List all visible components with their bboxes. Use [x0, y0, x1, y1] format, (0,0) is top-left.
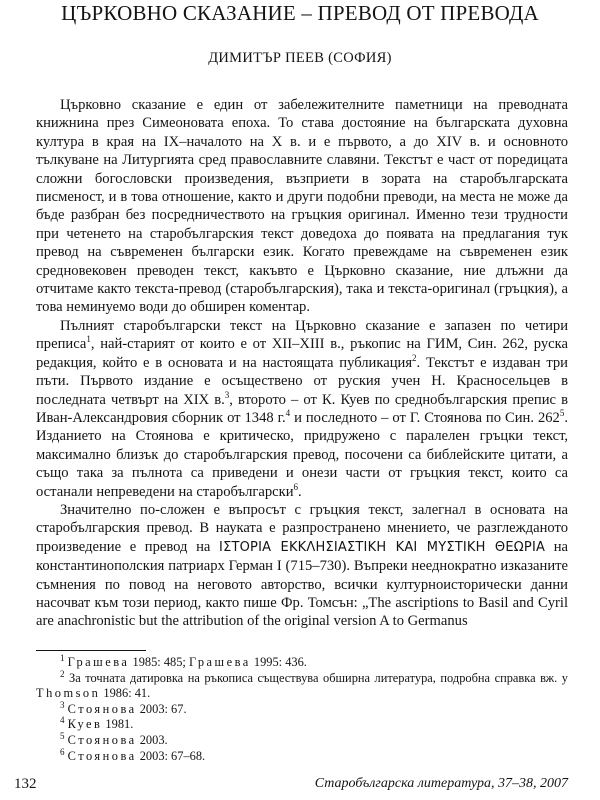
footnote-text: 1986: 41. [100, 686, 151, 701]
footnote-text: 1985: 485; [129, 655, 189, 669]
article-author: ДИМИТЪР ПЕЕВ (СОФИЯ) [208, 50, 392, 66]
paragraph-2-text-a: Пълният старобългарски текст на Църковно сказание е запазен по четири преписа [36, 317, 568, 353]
paragraph-3-text-b: на константинополския патриарх Герман I (715–730). Въпреки нееднократно изказаните съмнения по повод на неговото авторство, всички културноисторически данни насочват към този период, както пише Фр. Томсън: „The ascriptions to Basil and Cyril are anachronistic but the attribution of the original version A to Germanus [36, 538, 569, 630]
footnote-author: Стоянова [67, 732, 137, 747]
footnote-mark: 6 [60, 746, 65, 757]
running-title: Старобългарска литература, 37–38, 2007 [314, 776, 568, 791]
footnote-ref-6[interactable]: 6 [293, 481, 299, 492]
footnote-2 [36, 668, 568, 702]
footnote-author: Стоянова [67, 748, 137, 763]
footnote-divider [36, 650, 146, 651]
paragraph-2-text-f: . Изданието на Стоянова е критическо, придружено с паралелен гръцки текст, максимално близък до старобългарския превод, посочени са библейските цитати, а също така за пълнота са приведени и онези части от гръцкия текст, които са останали непреведени на старобългарски [36, 409, 569, 500]
footnote-author: Куев [67, 717, 103, 732]
paragraph-2 [36, 317, 568, 501]
footnote-text: 1995: 436. [250, 655, 307, 669]
footnote-4 [36, 717, 568, 733]
footnote-mark: 1 [60, 652, 65, 663]
footnote-ref-5[interactable]: 5 [559, 408, 565, 419]
footnote-text: 2003. [136, 732, 168, 747]
greek-title: ΙΣΤΟΡΙΑ ΕΚΚΛΗΣΙΑΣΤΙΚΗ ΚΑΙ ΜΥΣΤΙΚΗ ΘΕΩΡΙΑ [219, 539, 546, 555]
page-number: 132 [14, 776, 37, 792]
article-title: ЦЪРКОВНО СКАЗАНИЕ – ПРЕВОД ОТ ПРЕВОДА [61, 1, 539, 25]
footnote-6 [36, 746, 568, 765]
footnote-text: 1981. [102, 717, 134, 732]
footnote-3 [36, 699, 568, 718]
footnote-ref-1[interactable]: 1 [86, 334, 91, 345]
footnote-ref-3[interactable]: 3 [224, 389, 230, 400]
footnote-author: Грашева [188, 655, 251, 669]
footnote-5 [36, 730, 568, 749]
footnote-ref-2[interactable]: 2 [412, 352, 417, 363]
paragraph-3-text-a: Значително по-сложен е въпросът с гръцкия текст, залегнал в основата на старобългарския превод. В науката е разпространено мнението, че разглежданото произведение е превод на [36, 501, 568, 555]
footnote-ref-4[interactable]: 4 [285, 408, 291, 419]
footnote-mark: 5 [60, 730, 65, 741]
paragraph-3 [36, 501, 568, 631]
footnote-author: Грашева [67, 655, 130, 669]
paragraph-2-text-g: . [298, 483, 302, 500]
footnote-text: 2003: 67–68. [136, 748, 206, 763]
footnote-author: Thomson [36, 686, 101, 701]
article-body [36, 96, 568, 631]
footnote-mark: 2 [60, 668, 65, 679]
paragraph-2-text-d: , второто – от К. Куев по среднобългарския препис в Иван-Александровия сборник от 1348 г. [36, 391, 568, 426]
paragraph-2-text-c: . Текстът е издаван три пъти. Първото издание е осъществено от руския учен Н. Красносельцев в последната четвърт на XIX в. [36, 354, 568, 408]
footnote-mark: 4 [60, 715, 65, 726]
footnote-text: 2003: 67. [136, 701, 187, 716]
footnote-mark: 3 [60, 699, 65, 710]
footnotes [36, 652, 568, 764]
footnote-1 [36, 652, 568, 671]
paragraph-1: Църковно сказание е един от забележителните паметници на преводната книжнина през Симеоновата епоха. То става достояние на българската духовна култура в края на IX–началото на X в. и е първото, а до XIV в. и основното тълкуване на Литургията сред православните славяни. Текстът е част от поредицата сложни богословски произведения, възприети в зората на старобългарската писменост, и в това отношение, както и други подобни преводи, на места не може да бъде разбран без посредничеството на гръцкия оригинал. Именно тези трудности при четенето на старобългарския текст доведоха до появата на предлагания тук превод на съвременен български език. Когато превеждаме на съвременен език средновековен преводен текст, какъвто е Църковно сказание, ние длъжни да отчитаме както текста-превод (старобългарския), така и текста-оригинал (гръцкия), а това неминуемо води до обширен коментар. [36, 97, 568, 316]
paragraph-2-text-b: , най-старият от които е от XII–XIII в., ръкопис на ГИМ, Син. 262, руска редакция, който е в основата и на настоящата публикация [36, 336, 568, 371]
footnote-author: Стоянова [67, 701, 137, 716]
paragraph-2-text-e: и последното – от Г. Стоянова по Син. 262 [290, 409, 560, 426]
footnote-text: За точната датировка на ръкописа съществува обширна литература, подробна справка вж. у [69, 670, 568, 685]
